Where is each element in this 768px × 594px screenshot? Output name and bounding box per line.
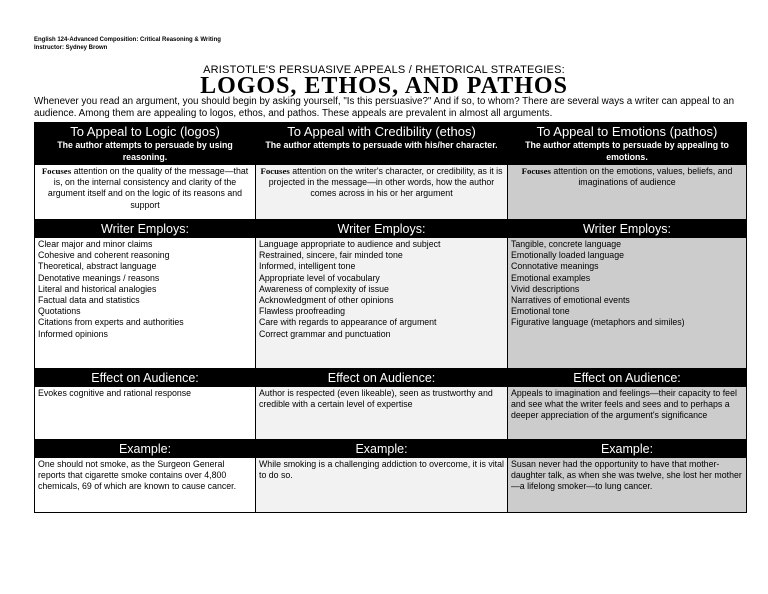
list-item: Cohesive and coherent reasoning	[38, 250, 170, 261]
list-item: Appropriate level of vocabulary	[259, 272, 380, 283]
ethos-focus-cell	[256, 165, 508, 220]
pathos-effect: Appeals to imagination and feelings—their capacity to feel and see what the writer feels and sees and to perhaps a deeper appreciation of the argument's significance	[508, 387, 747, 440]
example-label-row	[35, 440, 747, 458]
focus-row	[35, 165, 747, 220]
list-item: Figurative language (metaphors and similes)	[511, 317, 685, 328]
pathos-focus-cell	[508, 165, 747, 220]
example-label: Example:	[508, 440, 747, 458]
list-item: Literal and historical analogies	[38, 283, 157, 294]
list-item: Informed opinions	[38, 328, 108, 339]
effect-label: Effect on Audience:	[256, 369, 508, 387]
example-row	[35, 458, 747, 513]
list-item: Awareness of complexity of issue	[259, 283, 389, 294]
course-name: English 124-Advanced Composition: Critical Reasoning & Writing	[34, 37, 221, 43]
ethos-focus-text: attention on the writer's character, or credibility, as it is projected in the message—in other words, how the author comes across in his or her argument	[268, 166, 503, 199]
pathos-focus-text: attention on the emotions, values, beliefs, and imaginations of audience	[550, 166, 733, 188]
employs-label: Writer Employs:	[256, 220, 508, 238]
logos-effect: Evokes cognitive and rational response	[35, 387, 256, 440]
document-title: LOGOS, ETHOS, AND PATHOS	[200, 73, 568, 99]
ethos-effect: Author is respected (even likeable), seen as trustworthy and credible with a certain level of expertise	[256, 387, 508, 440]
list-item: Acknowledgment of other opinions	[259, 295, 394, 306]
logos-heading: To Appeal to Logic (logos)	[70, 124, 220, 139]
list-item: Denotative meanings / reasons	[38, 272, 160, 283]
focus-keyword: Focuses	[521, 166, 551, 176]
ethos-subheading: The author attempts to persuade with his/her character.	[265, 140, 498, 150]
intro-paragraph: Whenever you read an argument, you should begin by asking yourself, "Is this persuasive?" And if so, to whom? There are several ways a writer can appeal to an audience. Among them are appealing to logos, ethos, and pathos. These appeals are prevalent in almost all arguments.	[34, 96, 735, 119]
pathos-header-cell	[508, 123, 747, 165]
example-label: Example:	[256, 440, 508, 458]
employs-label: Writer Employs:	[35, 220, 256, 238]
list-item: Emotionally loaded language	[511, 250, 624, 261]
course-header	[34, 36, 221, 52]
ethos-header-cell	[256, 123, 508, 165]
ethos-example: While smoking is a challenging addiction to overcome, it is vital to do so.	[256, 458, 508, 513]
logos-subheading: The author attempts to persuade by using reasoning.	[57, 140, 233, 162]
logos-header-cell	[35, 123, 256, 165]
focus-keyword: Focuses	[260, 166, 290, 176]
list-item: Tangible, concrete language	[511, 239, 622, 249]
effect-label: Effect on Audience:	[508, 369, 747, 387]
employs-label: Writer Employs:	[508, 220, 747, 238]
document-subtitle: ARISTOTLE'S PERSUASIVE APPEALS / RHETORICAL STRATEGIES:	[203, 64, 565, 76]
ethos-heading: To Appeal with Credibility (ethos)	[287, 124, 476, 139]
instructor-name: Instructor: Sydney Brown	[34, 45, 108, 51]
logos-focus-text: attention on the quality of the message—that is, on the internal consistency and clarity of the argument itself and on the logic of its reasons and support	[47, 166, 249, 210]
focus-keyword: Focuses	[41, 166, 72, 176]
list-item: Restrained, sincere, fair minded tone	[259, 250, 403, 261]
logos-employs-list	[35, 238, 256, 369]
effect-label: Effect on Audience:	[35, 369, 256, 387]
example-label: Example:	[35, 440, 256, 458]
pathos-employs-list	[508, 238, 747, 369]
list-item: Flawless proofreading	[259, 306, 346, 317]
appeals-table	[34, 122, 747, 513]
list-item: Citations from experts and authorities	[38, 317, 184, 328]
employs-row	[35, 238, 747, 369]
logos-example: One should not smoke, as the Surgeon General reports that cigarette smoke contains over 4,800 chemicals, 69 of which are known to cause cancer.	[35, 458, 256, 513]
employs-label-row	[35, 220, 747, 238]
effect-row	[35, 387, 747, 440]
pathos-subheading: The author attempts to persuade by appealing to emotions.	[525, 140, 729, 162]
list-item: Factual data and statistics	[38, 295, 140, 306]
list-item: Theoretical, abstract language	[38, 261, 157, 272]
list-item: Quotations	[38, 306, 81, 317]
list-item: Clear major and minor claims	[38, 239, 153, 249]
list-item: Emotional examples	[511, 272, 591, 283]
ethos-employs-list	[256, 238, 508, 369]
appeal-header-row	[35, 123, 747, 165]
pathos-heading: To Appeal to Emotions (pathos)	[536, 124, 718, 139]
logos-focus-cell	[35, 165, 256, 220]
list-item: Informed, intelligent tone	[259, 261, 356, 272]
list-item: Emotional tone	[511, 306, 570, 317]
list-item: Correct grammar and punctuation	[259, 328, 391, 339]
list-item: Vivid descriptions	[511, 283, 580, 294]
list-item: Language appropriate to audience and subject	[259, 239, 441, 249]
list-item: Care with regards to appearance of argument	[259, 317, 437, 328]
list-item: Narratives of emotional events	[511, 295, 630, 306]
pathos-example: Susan never had the opportunity to have that mother-daughter talk, as when she was twelve, she lost her mother—a lifelong smoker—to lung cancer.	[508, 458, 747, 513]
effect-label-row	[35, 369, 747, 387]
list-item: Connotative meanings	[511, 261, 599, 272]
